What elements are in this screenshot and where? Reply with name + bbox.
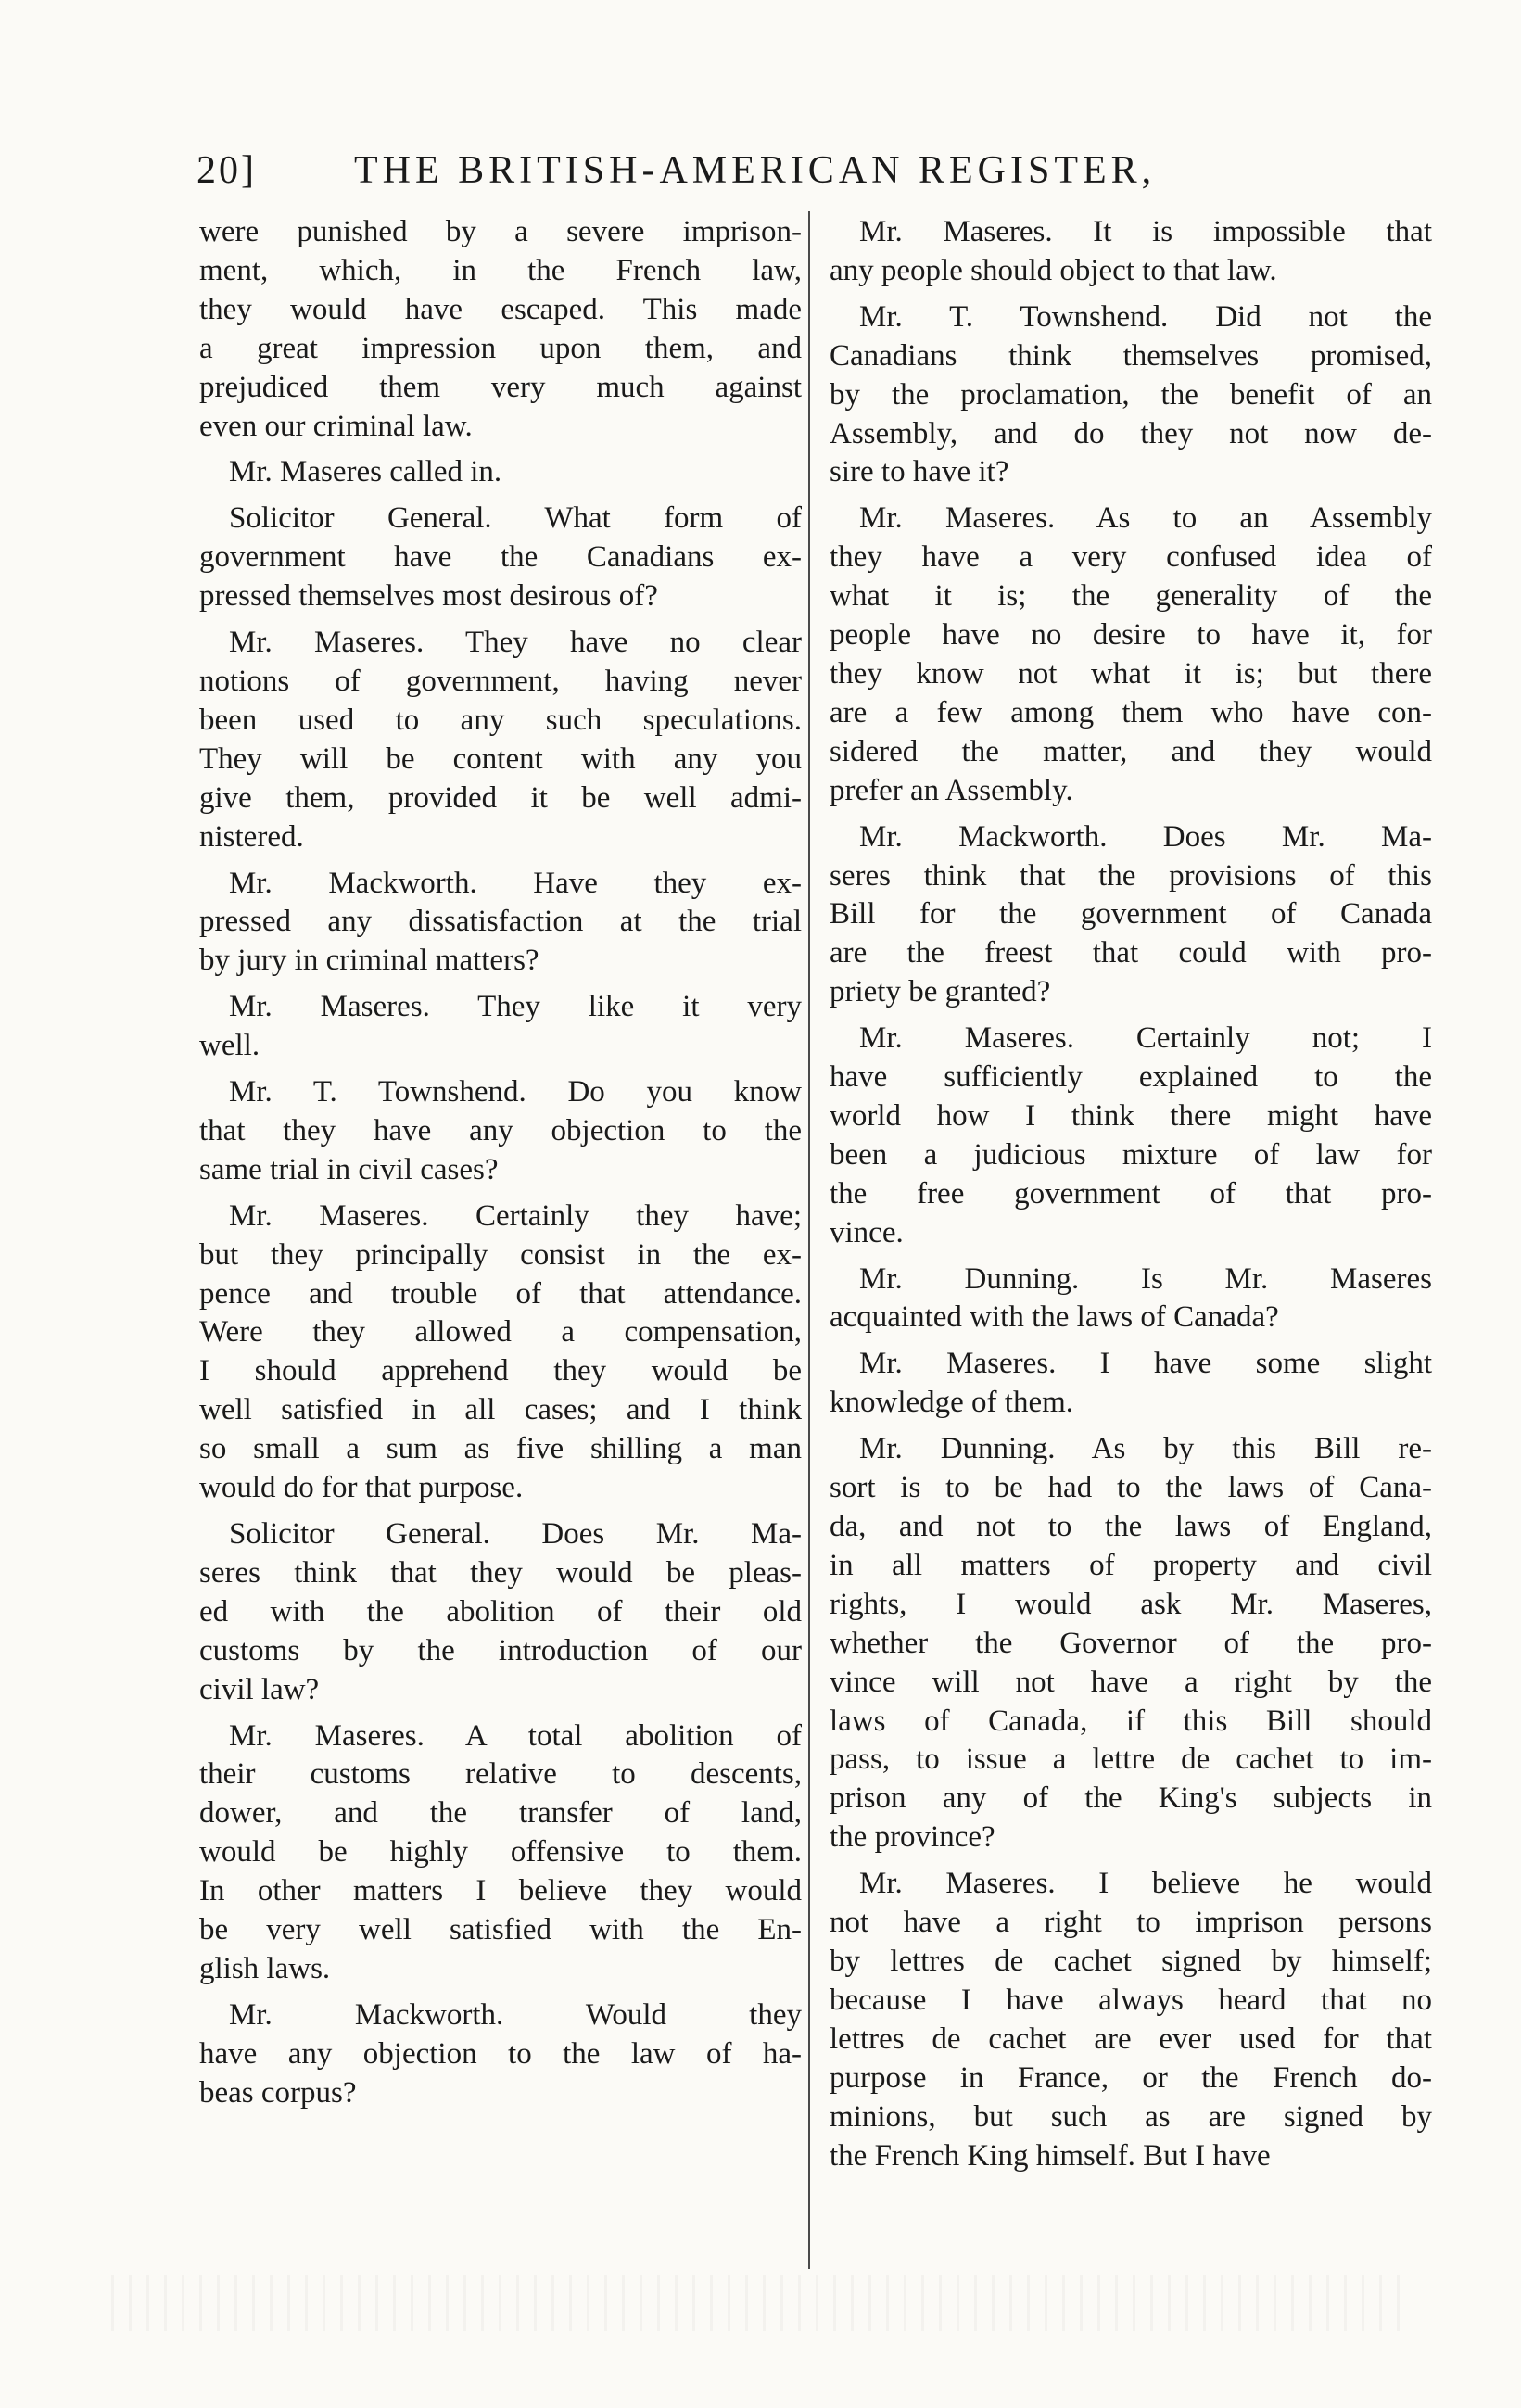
paragraph — [830, 500, 1432, 810]
left-column — [199, 213, 802, 2121]
text-line: civil law? — [199, 1672, 320, 1706]
text-line: would be highly offensive to them. — [199, 1835, 802, 1869]
text-line: they know not what it is; but there — [830, 656, 1432, 691]
text-line: notions of government, having never — [199, 664, 802, 698]
paragraph — [199, 1198, 802, 1508]
text-line: Mr. Maseres. As to an Assembly — [859, 501, 1432, 536]
text-line: well. — [199, 1029, 260, 1063]
text-line: Mr. Maseres. I have some slight — [859, 1347, 1432, 1381]
text-line: were punished by a severe imprison- — [199, 215, 802, 248]
text-line: Mr. Maseres. They have no clear — [229, 626, 802, 660]
text-line: been a judicious mixture of law for — [830, 1137, 1432, 1172]
text-line: people have no desire to have it, for — [830, 618, 1432, 653]
text-line: Mr. Mackworth. Have they ex- — [229, 866, 802, 900]
text-line: Solicitor General. What form of — [229, 501, 802, 536]
text-line: by the proclamation, the benefit of an — [830, 377, 1432, 412]
text-line: the free government of that pro- — [830, 1176, 1432, 1210]
text-line: whether the Governor of the pro- — [830, 1626, 1432, 1660]
text-line: glish laws. — [199, 1951, 331, 1985]
text-line: are a few among them who have con- — [830, 695, 1432, 729]
text-line: the French King himself. But I have — [830, 2138, 1271, 2173]
text-line: been used to any such speculations. — [199, 703, 802, 737]
paragraph — [830, 1261, 1432, 1338]
text-line: seres think that the provisions of this — [830, 858, 1432, 893]
text-line: they would have escaped. This made — [199, 292, 802, 326]
text-line: Mr. Maseres. Certainly they have; — [229, 1198, 802, 1233]
paragraph — [830, 1345, 1432, 1423]
text-line: Mr. Dunning. As by this Bill re- — [859, 1432, 1432, 1466]
paragraph — [199, 213, 802, 446]
text-line: I should apprehend they would be — [199, 1354, 802, 1388]
text-line: prejudiced them very much against — [199, 370, 802, 404]
text-line: same trial in civil cases? — [199, 1152, 499, 1186]
text-line: sort is to be had to the laws of Cana- — [830, 1471, 1432, 1505]
text-line: Mr. Maseres called in. — [229, 455, 502, 489]
text-line: purpose in France, or the French do- — [830, 2060, 1432, 2095]
paragraph — [199, 500, 802, 616]
text-line: laws of Canada, if this Bill should — [830, 1704, 1432, 1738]
text-line: their customs relative to descents, — [199, 1757, 802, 1792]
paragraph — [830, 298, 1432, 493]
column-divider — [808, 211, 810, 2269]
paragraph — [830, 818, 1432, 1013]
text-line: not have a right to imprison persons — [830, 1906, 1432, 1940]
text-line: ed with the abolition of their old — [199, 1594, 802, 1629]
text-line: any people should object to that law. — [830, 253, 1277, 287]
text-line: Mr. T. Townshend. Do you know — [229, 1075, 802, 1109]
text-line: acquainted with the laws of Canada? — [830, 1300, 1279, 1335]
text-line: Mr. Maseres. I believe he would — [859, 1867, 1432, 1901]
paragraph — [199, 865, 802, 982]
text-line: Canadians think themselves promised, — [830, 338, 1432, 373]
text-line: well satisfied in all cases; and I think — [199, 1393, 802, 1427]
text-line: vince. — [830, 1215, 904, 1249]
text-line: They will be content with any you — [199, 741, 802, 776]
text-line: rights, I would ask Mr. Maseres, — [830, 1587, 1432, 1621]
text-line: the province? — [830, 1820, 995, 1855]
text-line: Mr. Mackworth. Would they — [229, 1997, 802, 2032]
text-line: but they principally consist in the ex- — [199, 1237, 802, 1272]
text-line: what it is; the generality of the — [830, 579, 1432, 614]
text-line: Were they allowed a compensation, — [199, 1315, 802, 1350]
page-header — [196, 139, 1439, 213]
text-line: even our criminal law. — [199, 409, 473, 443]
text-line: by jury in criminal matters? — [199, 944, 539, 978]
text-line: beas corpus? — [199, 2075, 357, 2110]
text-line: lettres de cachet are ever used for that — [830, 2021, 1432, 2056]
paragraph — [199, 624, 802, 856]
text-line: pressed themselves most desirous of? — [199, 579, 658, 614]
text-line: have sufficiently explained to the — [830, 1060, 1432, 1095]
text-line: would do for that purpose. — [199, 1471, 524, 1505]
text-line: by lettres de cachet signed by himself; — [830, 1944, 1432, 1978]
text-line: Mr. Mackworth. Does Mr. Ma- — [859, 819, 1432, 854]
text-line: pressed any dissatisfaction at the trial — [199, 905, 802, 939]
text-line: pence and trouble of that attendance. — [199, 1276, 802, 1311]
paragraph — [830, 1020, 1432, 1252]
text-line: because I have always heard that no — [830, 1983, 1432, 2017]
paragraph — [199, 988, 802, 1066]
text-line: Mr. Maseres. It is impossible that — [859, 215, 1432, 248]
text-line: Assembly, and do they not now de- — [830, 416, 1432, 450]
text-line: Mr. Maseres. A total abolition of — [229, 1718, 802, 1753]
text-line: sire to have it? — [830, 455, 1009, 489]
text-line: world how I think there might have — [830, 1098, 1432, 1133]
text-line: are the freest that could with pro- — [830, 936, 1432, 970]
text-line: ment, which, in the French law, — [199, 253, 802, 287]
text-line: give them, provided it be well admi- — [199, 780, 802, 815]
paragraph — [830, 1865, 1432, 2175]
text-line: Bill for the government of Canada — [830, 897, 1432, 932]
text-line: a great impression upon them, and — [199, 331, 802, 365]
text-line: pass, to issue a lettre de cachet to im- — [830, 1743, 1432, 1777]
text-line: Mr. Maseres. Certainly not; I — [859, 1021, 1432, 1056]
text-line: priety be granted? — [830, 975, 1051, 1009]
text-line: be very well satisfied with the En- — [199, 1913, 802, 1947]
text-line: Solicitor General. Does Mr. Ma- — [229, 1517, 802, 1551]
paragraph — [199, 1996, 802, 2113]
page-foxing — [111, 2275, 1409, 2331]
paragraph — [199, 1073, 802, 1190]
text-line: vince will not have a right by the — [830, 1665, 1432, 1699]
running-title: THE BRITISH-AMERICAN REGISTER, — [354, 149, 1157, 192]
right-column — [830, 213, 1432, 2183]
paragraph — [199, 453, 802, 492]
text-line: customs by the introduction of our — [199, 1633, 802, 1667]
text-line: In other matters I believe they would — [199, 1874, 802, 1908]
paragraph — [199, 1515, 802, 1710]
text-line: nistered. — [199, 819, 304, 854]
text-line: da, and not to the laws of England, — [830, 1510, 1432, 1543]
text-line: dower, and the transfer of land, — [199, 1796, 802, 1831]
text-line: prefer an Assembly. — [830, 773, 1073, 807]
text-line: seres think that they would be pleas- — [199, 1555, 802, 1590]
text-line: government have the Canadians ex- — [199, 540, 802, 575]
paragraph — [830, 213, 1432, 291]
page-number: 20] — [196, 149, 257, 192]
text-line: Mr. Maseres. They like it very — [229, 990, 802, 1024]
text-line: prison any of the King's subjects in — [830, 1781, 1432, 1816]
text-line: knowledge of them. — [830, 1386, 1074, 1420]
text-line: that they have any objection to the — [199, 1113, 802, 1147]
text-line: sidered the matter, and they would — [830, 734, 1432, 768]
text-line: they have a very confused idea of — [830, 540, 1432, 575]
text-line: have any objection to the law of ha- — [199, 2036, 802, 2071]
text-line: minions, but such as are signed by — [830, 2099, 1432, 2134]
text-line: Mr. Dunning. Is Mr. Maseres — [859, 1261, 1432, 1296]
text-line: so small a sum as five shilling a man — [199, 1432, 802, 1466]
text-line: Mr. T. Townshend. Did not the — [859, 299, 1432, 334]
text-line: in all matters of property and civil — [830, 1548, 1432, 1582]
paragraph — [830, 1430, 1432, 1857]
paragraph — [199, 1717, 802, 1989]
